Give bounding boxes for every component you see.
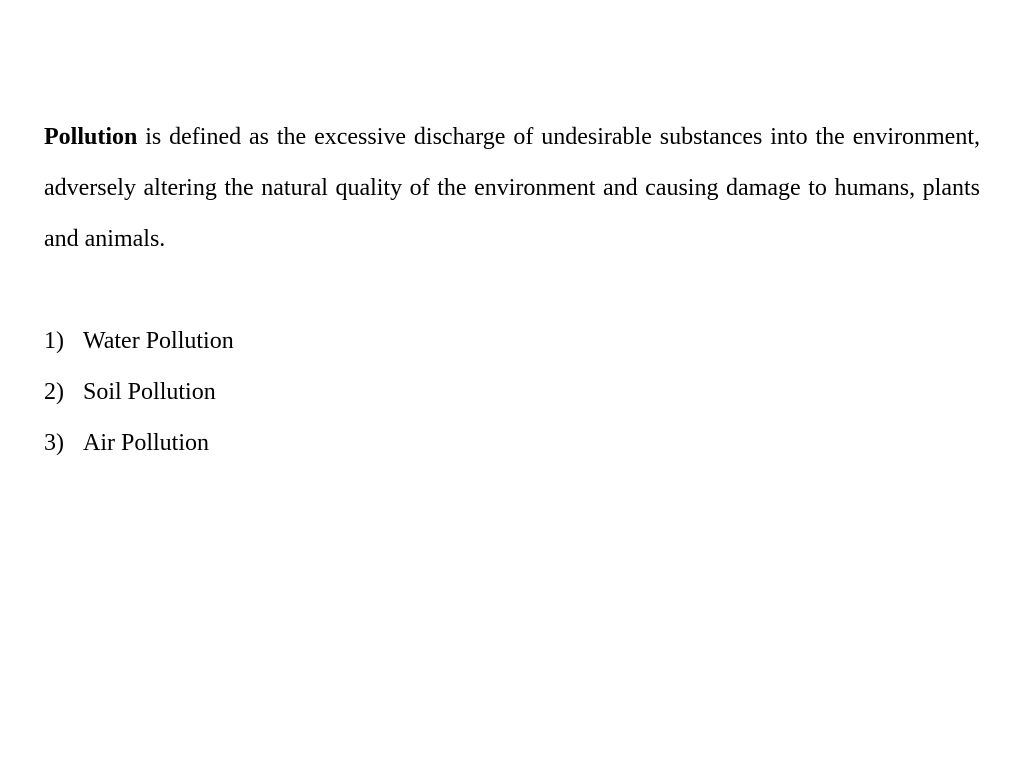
definition-paragraph: [44, 112, 980, 265]
list-item-number: 3): [44, 430, 64, 456]
list-item-label: Water Pollution: [83, 328, 234, 354]
list-item: [44, 316, 234, 367]
list-item: [44, 418, 234, 469]
definition-term: Pollution: [44, 124, 138, 150]
list-item-number: 2): [44, 379, 64, 405]
list-item-label: Air Pollution: [83, 430, 210, 456]
definition-text: is defined as the excessive discharge of undesirable substances into the environment, adversely altering the natural quality of the environment and causing damage to humans, plants and animals.: [44, 124, 980, 252]
pollution-types-list: [44, 316, 234, 469]
list-item-number: 1): [44, 328, 64, 354]
list-item-label: Soil Pollution: [83, 379, 216, 405]
list-item: [44, 367, 234, 418]
